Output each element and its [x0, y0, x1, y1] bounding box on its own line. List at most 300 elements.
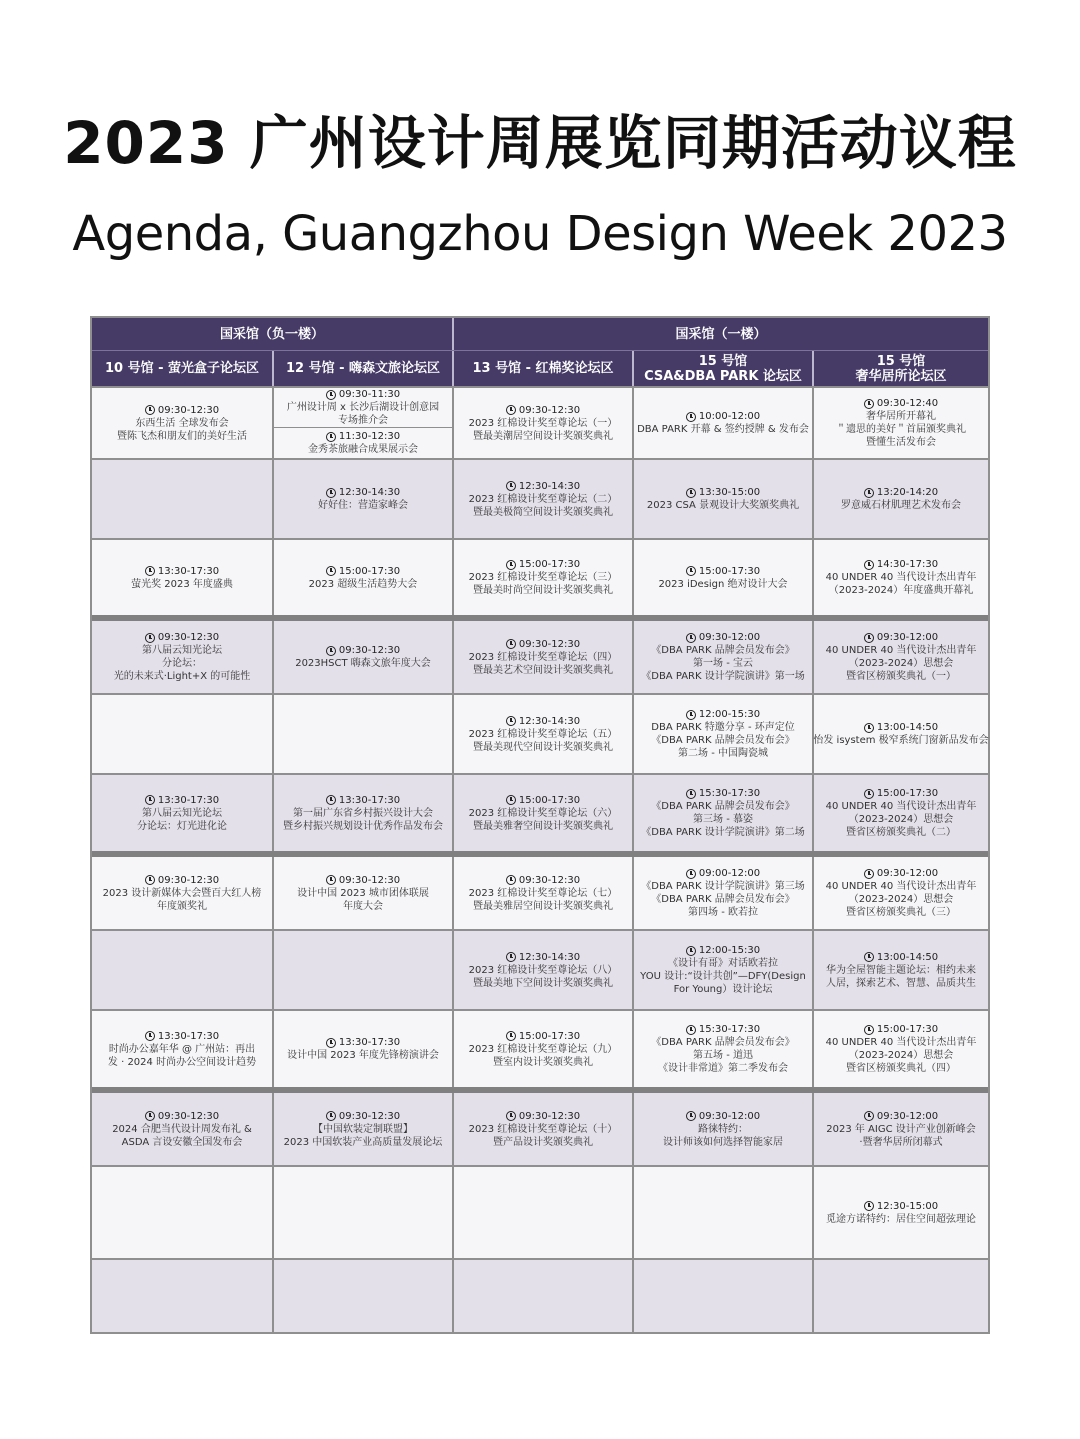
event-entry	[309, 565, 418, 591]
agenda-cell	[632, 1167, 812, 1258]
clock-icon	[326, 432, 336, 442]
header-group-row	[92, 318, 988, 350]
agenda-cell	[272, 1011, 452, 1087]
event-time-text: 10:00-12:00	[698, 411, 761, 422]
event-title-line: 专场推介会	[338, 415, 388, 426]
event-entry	[469, 715, 618, 754]
event-time-text: 09:30-12:30	[518, 874, 581, 886]
agenda-cell	[92, 931, 272, 1009]
event-time	[864, 787, 938, 800]
event-entry	[469, 794, 618, 833]
agenda-cell	[812, 695, 988, 773]
event-title-line: 金秀茶旅融合成果展示会	[308, 444, 418, 455]
agenda-cell	[812, 1167, 988, 1258]
event-time	[864, 1023, 938, 1036]
event-time-text: 09:30-12:30	[518, 1110, 581, 1122]
event-time-text: 11:30-12:30	[338, 431, 401, 442]
event-time-text: 13:30-17:30	[157, 794, 220, 806]
event-entry	[108, 1030, 256, 1069]
agenda-cell	[92, 857, 272, 929]
event-entry	[284, 1110, 443, 1149]
column-header	[92, 351, 272, 386]
event-title-line: 萤光奖 2023 年度盛典	[131, 578, 233, 590]
event-entry	[813, 721, 988, 747]
agenda-cell	[812, 775, 988, 851]
event-time	[864, 397, 938, 410]
agenda-cell	[272, 775, 452, 851]
event-title-line: DBA PARK 开幕 & 签约授牌 & 发布会	[637, 424, 809, 435]
event-time-text: 09:30-12:00	[876, 1110, 939, 1122]
event-time	[864, 951, 938, 964]
clock-icon	[506, 405, 516, 415]
event-time	[686, 944, 760, 957]
event-title-line: 2023 设计新媒体大会暨百大红人榜	[102, 887, 262, 899]
event-time-text: 15:00-17:30	[518, 794, 581, 806]
agenda-cell	[272, 388, 452, 458]
clock-icon	[145, 405, 155, 415]
event-title-line: 40 UNDER 40 当代设计杰出青年	[825, 801, 977, 812]
event-time	[686, 867, 760, 880]
event-title-line: ASDA 言设安徽全国发布会	[121, 1136, 243, 1148]
event-entry	[826, 558, 977, 597]
clock-icon	[506, 795, 516, 805]
clock-icon	[326, 566, 336, 576]
clock-icon	[326, 795, 336, 805]
event-time	[326, 388, 400, 401]
clock-icon	[686, 710, 696, 720]
event-time	[686, 486, 760, 499]
event-time	[506, 404, 580, 417]
agenda-cell	[812, 621, 988, 693]
clock-icon	[686, 1025, 696, 1035]
clock-icon	[686, 869, 696, 879]
clock-icon	[686, 1111, 696, 1121]
event-time-text: 09:30-12:30	[157, 632, 220, 643]
agenda-cell	[452, 775, 632, 851]
event-title-line: （2023-2024）思想会	[848, 1050, 954, 1061]
event-title-line: 2023 年 AIGC 设计产业创新峰会	[826, 1123, 976, 1135]
event-title-line: 40 UNDER 40 当代设计杰出青年	[825, 645, 977, 656]
event-entry	[469, 951, 618, 990]
event-entry	[469, 558, 618, 597]
event-title-line: 《DBA PARK 设计学院演讲》第一场	[641, 671, 805, 682]
event-time	[145, 874, 219, 887]
event-entry	[469, 638, 618, 677]
agenda-cell	[812, 1093, 988, 1165]
event-title-line: 2023 红棉设计奖至尊论坛（八）	[468, 964, 618, 976]
event-title-line: 《DBA PARK 设计学院演讲》第二场	[641, 827, 805, 838]
clock-icon	[145, 1111, 155, 1121]
event-time	[506, 1110, 580, 1123]
event-time	[686, 1110, 760, 1123]
event-time-text: 09:30-12:30	[518, 404, 581, 416]
event-time	[864, 1110, 938, 1123]
event-title-line: 暨省区榜颁奖典礼（二）	[845, 827, 956, 838]
column-header	[272, 351, 452, 386]
agenda-row	[92, 1087, 988, 1165]
event-title-line: 罗意威石材肌理艺术发布会	[841, 500, 961, 511]
event-title-line: 2023 红棉设计奖至尊论坛（五）	[468, 728, 618, 740]
agenda-cell	[632, 460, 812, 538]
event-time-text: 12:00-15:30	[698, 945, 761, 956]
clock-icon	[145, 633, 155, 643]
event-entry	[295, 644, 431, 670]
event-time-text: 13:30-15:00	[698, 487, 761, 498]
event-entry	[826, 787, 977, 839]
event-title-line: 《DBA PARK 品牌会员发布会》	[651, 1037, 795, 1048]
event-entry	[469, 1110, 618, 1149]
column-header-line: 奢华居所论坛区	[855, 368, 947, 384]
header-group-f1: 国采馆（一楼）	[452, 318, 988, 350]
event-time	[864, 867, 938, 880]
event-time	[145, 404, 219, 417]
event-time-text: 09:00-12:00	[698, 868, 761, 879]
event-time-text: 09:30-12:30	[338, 874, 401, 886]
event-title-line: 第一场 - 宝云	[693, 658, 753, 669]
event-time	[145, 565, 219, 578]
event-title-line: 《设计非常道》第二季发布会	[658, 1063, 788, 1074]
agenda-cell	[272, 1260, 452, 1332]
clock-icon	[506, 560, 516, 570]
clock-icon	[506, 1031, 516, 1041]
event-time-text: 09:30-12:30	[157, 1110, 220, 1122]
header-group-b1: 国采馆（负一楼）	[219, 326, 324, 342]
event-title-line: 《DBA PARK 品牌会员发布会》	[651, 735, 795, 746]
event-title-line: 暨最美时尚空间设计奖颁奖典礼	[472, 585, 613, 596]
clock-icon	[686, 488, 696, 498]
event-entry	[658, 565, 787, 591]
event-time	[506, 874, 580, 887]
event-title-line: 觅途方诺特约：居住空间超弦理论	[826, 1213, 976, 1225]
agenda-row	[92, 458, 988, 538]
clock-icon	[864, 789, 874, 799]
event-entry	[297, 874, 429, 913]
page-title: 2023 广州设计周展览同期活动议程	[63, 109, 1017, 177]
event-title-line: 《DBA PARK 品牌会员发布会》	[651, 801, 795, 812]
column-header-line: 12 号馆 - 嗨森文旅论坛区	[285, 361, 441, 376]
agenda-cell	[92, 775, 272, 851]
column-header	[632, 351, 812, 386]
agenda-cell	[452, 460, 632, 538]
event-title-line: 2023 红棉设计奖至尊论坛（九）	[468, 1043, 618, 1055]
event-time-text: 09:30-12:00	[876, 632, 939, 643]
event-title-line: 《设计有哥》对话欧若拉	[668, 958, 778, 969]
event-entry	[117, 404, 247, 443]
event-time	[326, 874, 400, 887]
clock-icon	[326, 1111, 336, 1121]
event-time-text: 09:30-12:40	[876, 398, 939, 409]
event-time-text: 09:30-12:30	[518, 638, 581, 650]
event-time-text: 15:00-17:30	[876, 788, 939, 799]
agenda-cell	[452, 1260, 632, 1332]
clock-icon	[145, 1031, 155, 1041]
event-title-line: 2023HSCT 嗨森文旅年度大会	[295, 658, 431, 669]
event-title-line: 暨最美现代空间设计奖颁奖典礼	[472, 741, 613, 753]
agenda-cell	[92, 1011, 272, 1087]
event-title-line: 东西生活 全球发布会	[135, 417, 229, 429]
clock-icon	[506, 952, 516, 962]
clock-icon	[686, 412, 696, 422]
event-time	[686, 410, 760, 423]
clock-icon	[506, 875, 516, 885]
event-entry	[131, 565, 233, 591]
clock-icon	[326, 1038, 336, 1048]
event-time	[864, 721, 938, 734]
event-entry	[836, 397, 966, 449]
event-entry	[826, 951, 976, 990]
agenda-cell	[272, 931, 452, 1009]
event-time	[686, 787, 760, 800]
page-subtitle: Agenda, Guangzhou Design Week 2023	[72, 206, 1008, 262]
event-time-text: 09:30-12:00	[698, 1110, 761, 1122]
event-entry	[112, 1110, 252, 1149]
event-title-line: 暨产品设计奖颁奖典礼	[492, 1136, 593, 1148]
event-time-text: 15:00-17:30	[338, 565, 401, 577]
event-time	[506, 558, 580, 571]
event-title-line: 2023 超级生活趋势大会	[308, 578, 418, 590]
agenda-cell	[632, 388, 812, 458]
event-title-line: 第八届云知光论坛	[141, 645, 222, 656]
event-title-line: 《DBA PARK 品牌会员发布会》	[651, 894, 795, 905]
agenda-row	[92, 615, 988, 693]
event-time	[864, 558, 938, 571]
agenda-cell	[92, 388, 272, 458]
event-title-line: 暨最美极简空间设计奖颁奖典礼	[472, 506, 613, 518]
event-time	[506, 794, 580, 807]
event-entry	[469, 874, 618, 913]
event-time	[864, 486, 938, 499]
event-title-line: 人居，探索艺术、智慧、品质共生	[826, 977, 976, 989]
column-header	[452, 351, 632, 386]
event-entry	[103, 874, 262, 913]
clock-icon	[864, 633, 874, 643]
event-time-text: 15:30-17:30	[698, 788, 761, 799]
event-title-line: （2023-2024）思想会	[848, 894, 954, 905]
event-title-line: （2023-2024）思想会	[848, 814, 954, 825]
column-header-line: 13 号馆 - 红棉奖论坛区	[472, 361, 614, 376]
agenda-cell	[92, 1093, 272, 1165]
event-title-line: 暨省区榜颁奖典礼（三）	[845, 907, 956, 918]
agenda-cell	[812, 857, 988, 929]
event-title-line: 暨最美雅奢空间设计奖颁奖典礼	[472, 820, 613, 832]
event-title-line: 暨最美艺术空间设计奖颁奖典礼	[472, 664, 613, 676]
event-entry	[469, 480, 618, 519]
event-time	[686, 708, 760, 721]
column-header-line: 15 号馆	[876, 353, 926, 369]
event-entry	[637, 410, 809, 436]
event-title-line: 发 · 2024 时尚办公空间设计趋势	[107, 1056, 257, 1068]
agenda-cell	[272, 1167, 452, 1258]
event-title-line: 2023 红棉设计奖至尊论坛（十）	[468, 1123, 618, 1135]
event-time-text: 14:30-17:30	[876, 559, 939, 570]
agenda-table	[90, 316, 990, 1334]
event-entry	[469, 1030, 618, 1069]
event-time-text: 15:30-17:30	[698, 1024, 761, 1035]
clock-icon	[864, 399, 874, 409]
agenda-cell	[272, 857, 452, 929]
event-title-line: 暨室内设计奖颁奖典礼	[492, 1056, 593, 1068]
event-entry	[641, 787, 805, 839]
event-title-line: 2023 红棉设计奖至尊论坛（二）	[468, 493, 618, 505]
event-title-line: 路徕特约：	[698, 1123, 748, 1135]
event-title-line: 暨最美地下空间设计奖颁奖典礼	[472, 977, 613, 989]
agenda-cell	[272, 695, 452, 773]
event-title-line: 年度颁奖礼	[156, 900, 207, 912]
event-title-line: 奢华居所开幕礼	[866, 411, 936, 422]
agenda-cell	[92, 1260, 272, 1332]
event-title-line: 暨省区榜颁奖典礼（四）	[845, 1063, 956, 1074]
agenda-cell	[812, 540, 988, 615]
event-time	[686, 565, 760, 578]
event-title-line: 第二场 - 中国陶瓷城	[678, 748, 768, 759]
event-time	[145, 794, 219, 807]
event-time-text: 09:30-12:30	[338, 1110, 401, 1122]
event-time-text: 12:30-14:30	[518, 951, 581, 963]
event-title-line: 《DBA PARK 品牌会员发布会》	[651, 645, 795, 656]
event-title-line: YOU 设计:“设计共创”—DFY(Design	[640, 971, 806, 982]
agenda-cell	[632, 857, 812, 929]
event-title-line: （2023-2024）年度盛典开幕礼	[828, 585, 974, 596]
column-header-line: 10 号馆 - 萤光盒子论坛区	[104, 361, 260, 376]
agenda-cell	[452, 1011, 632, 1087]
event-entry	[826, 631, 977, 683]
event-time	[326, 1110, 400, 1123]
event-title-line: 第五场 - 道迅	[693, 1050, 753, 1061]
event-title-line: 2023 红棉设计奖至尊论坛（三）	[468, 572, 618, 583]
clock-icon	[864, 488, 874, 498]
event-time	[326, 644, 400, 657]
agenda-row	[92, 386, 988, 458]
event-title-line: 《DBA PARK 设计学院演讲》第三场	[641, 881, 805, 892]
event-time-text: 12:30-14:30	[518, 715, 581, 727]
event-time	[326, 794, 400, 807]
agenda-cell	[632, 695, 812, 773]
clock-icon	[506, 639, 516, 649]
clock-icon	[864, 1111, 874, 1121]
event-time-text: 15:00-17:30	[518, 1030, 581, 1042]
event-title-line: 2023 红棉设计奖至尊论坛（六）	[468, 807, 618, 819]
agenda-cell	[92, 540, 272, 615]
event-time	[326, 1036, 400, 1049]
event-entry	[274, 388, 452, 427]
event-time-text: 12:00-15:30	[698, 709, 761, 720]
event-time	[506, 480, 580, 493]
event-title-line: 第八届云知光论坛	[142, 807, 222, 819]
event-entry	[283, 794, 443, 833]
event-time-text: 13:20-14:20	[876, 487, 939, 498]
event-title-line: 华为全屋智能主题论坛：相约未来	[826, 964, 976, 976]
event-time	[326, 565, 400, 578]
event-title-line: 光的未来式·Light+X 的可能性	[113, 671, 251, 682]
clock-icon	[326, 646, 336, 656]
event-title-line: 暨最美雅居空间设计奖颁奖典礼	[472, 900, 613, 912]
event-title-line: DBA PARK 特邀分享 - 环声定位	[651, 722, 795, 733]
agenda-cell	[272, 621, 452, 693]
agenda-cell	[812, 1011, 988, 1087]
event-entry	[114, 631, 251, 683]
clock-icon	[326, 488, 336, 498]
agenda-cell	[812, 388, 988, 458]
column-header	[812, 351, 988, 386]
agenda-row	[92, 929, 988, 1009]
event-title-line: 暨乡村振兴规划设计优秀作品发布会	[283, 820, 443, 832]
event-time-text: 09:30-12:00	[698, 632, 761, 643]
event-entry	[641, 867, 805, 919]
event-time	[864, 631, 938, 644]
event-time-text: 13:30-17:30	[338, 794, 401, 806]
event-title-line: （2023-2024）思想会	[848, 658, 954, 669]
event-entry	[287, 1036, 439, 1062]
event-title-line: 设计中国 2023 城市团体联展	[297, 887, 429, 899]
clock-icon	[864, 723, 874, 733]
event-title-line: For Young）设计论坛	[673, 984, 773, 995]
column-header-line: CSA&DBA PARK 论坛区	[644, 368, 802, 384]
event-time	[506, 951, 580, 964]
agenda-cell	[452, 388, 632, 458]
event-time-text: 09:30-11:30	[338, 389, 401, 400]
agenda-cell	[812, 931, 988, 1009]
agenda-cell	[632, 1011, 812, 1087]
event-title-line: 2023 红棉设计奖至尊论坛（四）	[468, 651, 618, 663]
agenda-row	[92, 1009, 988, 1087]
event-title-line: 怡发 isystem 极窄系统门窗新品发布会	[813, 735, 989, 746]
clock-icon	[145, 795, 155, 805]
agenda-row	[92, 693, 988, 773]
agenda-row	[92, 1165, 988, 1258]
agenda-cell	[92, 1167, 272, 1258]
agenda-cell	[452, 695, 632, 773]
event-entry	[641, 631, 805, 683]
event-time	[506, 715, 580, 728]
event-time	[686, 631, 760, 644]
event-title-line: 年度大会	[343, 900, 383, 912]
event-title-line: 2023 iDesign 绝对设计大会	[658, 578, 788, 590]
event-time-text: 12:30-14:30	[338, 487, 401, 498]
agenda-cell	[92, 621, 272, 693]
agenda-cell	[452, 621, 632, 693]
agenda-cell	[632, 775, 812, 851]
event-entry	[651, 1023, 795, 1075]
event-title-line: 广州设计周 x 长沙后湖设计创意园	[286, 402, 440, 413]
column-header-row	[92, 350, 988, 386]
event-time-text: 15:00-17:30	[518, 559, 581, 570]
event-time	[145, 1110, 219, 1123]
clock-icon	[686, 789, 696, 799]
event-entry	[826, 1110, 976, 1149]
event-time	[686, 1023, 760, 1036]
event-title-line: 分论坛：灯光进化论	[137, 820, 227, 832]
event-time-text: 13:30-17:30	[157, 565, 220, 577]
column-header-line: 15 号馆	[698, 353, 748, 369]
agenda-cell	[272, 540, 452, 615]
event-title-line: 分论坛：	[161, 658, 202, 669]
event-title-line: 第四场 - 欧若拉	[688, 907, 758, 918]
event-title-line: 2023 红棉设计奖至尊论坛（一）	[468, 417, 618, 429]
clock-icon	[864, 1201, 874, 1211]
agenda-cell	[452, 1093, 632, 1165]
event-entry	[640, 944, 806, 996]
event-time-text: 13:00-14:50	[876, 722, 939, 733]
clock-icon	[864, 560, 874, 570]
event-time-text: 15:00-17:30	[698, 565, 761, 577]
event-entry	[469, 404, 618, 443]
event-title-line: 40 UNDER 40 当代设计杰出青年	[825, 881, 977, 892]
agenda-cell	[272, 460, 452, 538]
clock-icon	[686, 946, 696, 956]
event-time	[145, 1030, 219, 1043]
event-entry	[137, 794, 227, 833]
event-entry	[647, 486, 799, 512]
